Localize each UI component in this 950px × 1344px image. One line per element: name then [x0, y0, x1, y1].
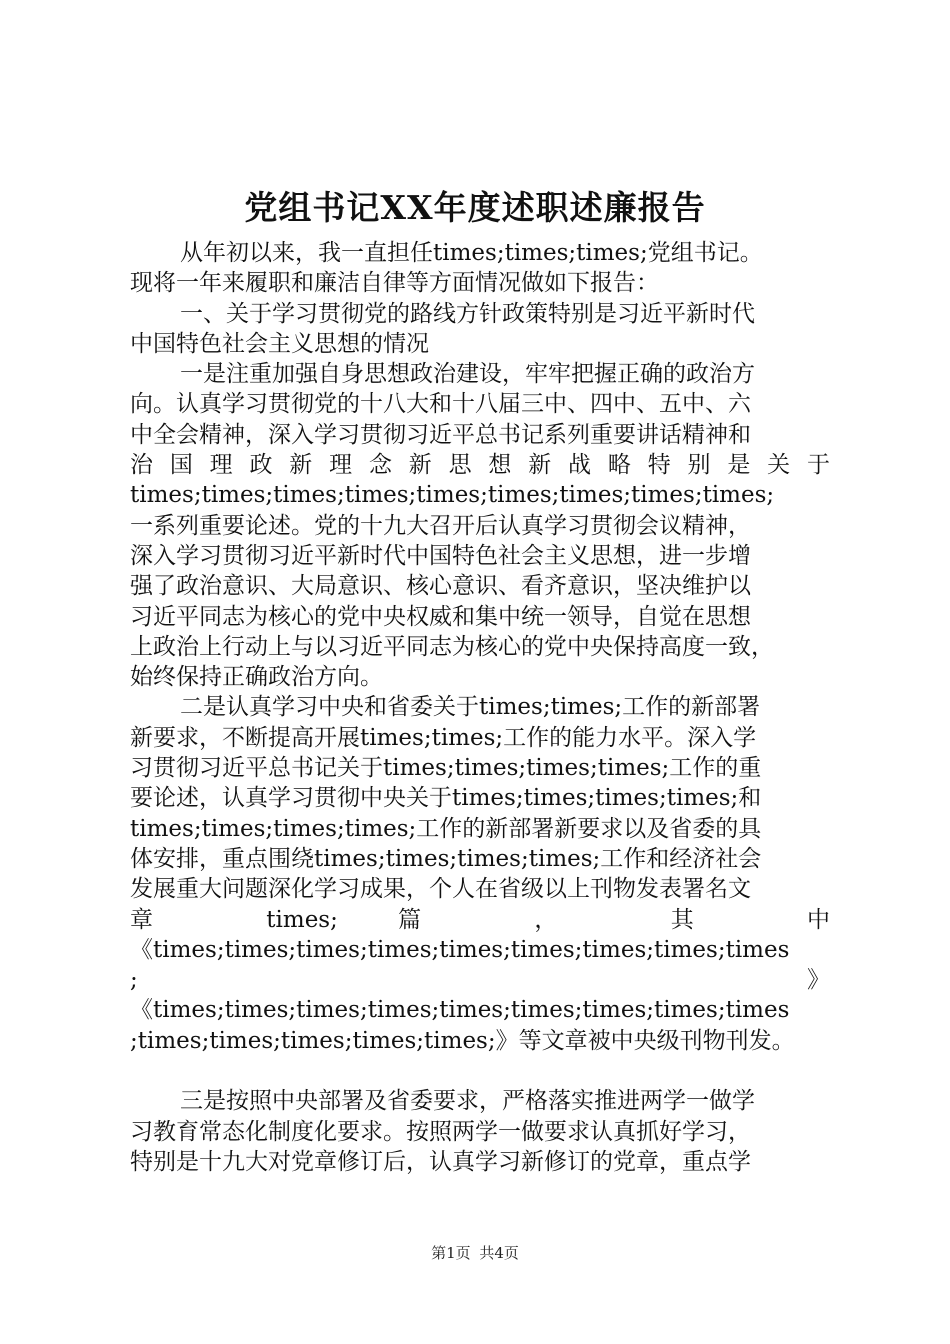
body-line: ; 》 — [130, 967, 830, 994]
body-line: 体安排，重点围绕times;times;times;times;工作和经济社会 — [130, 845, 762, 872]
body-line: 要论述，认真学习贯彻中央关于times;times;times;times;和 — [130, 785, 762, 812]
body-line: 强了政治意识、大局意识、核心意识、看齐意识，坚决维护以 — [130, 573, 751, 600]
body-line: 习近平同志为核心的党中央权威和集中统一领导，自觉在思想 — [130, 603, 751, 630]
page-number: 第1页 — [431, 1244, 471, 1262]
body-line: times;times;times;times;times;times;times;times;times; — [130, 482, 775, 509]
body-line: ;times;times;times;times;times;》等文章被中央级刊物刊发。 — [130, 1027, 795, 1054]
body-line: 发展重大问题深化学习成果，个人在省级以上刊物发表署名文 — [130, 876, 751, 903]
body-line: 习教育常态化制度化要求。按照两学一做要求认真抓好学习， — [130, 1118, 751, 1145]
body-line: 从年初以来，我一直担任times;times;times;党组书记。 — [180, 240, 763, 266]
body-line: 新要求，不断提高开展times;times;工作的能力水平。深入学 — [130, 724, 757, 751]
document-title: 党组书记XX年度述职述廉报告 — [244, 188, 706, 227]
body-line: 三是按照中央部署及省委要求，严格落实推进两学一做学 — [180, 1088, 755, 1115]
body-line: 上政治上行动上与以习近平同志为核心的党中央保持高度一致， — [130, 633, 774, 660]
body-line: 现将一年来履职和廉洁自律等方面情况做如下报告： — [130, 270, 659, 297]
body-line: 深入学习贯彻习近平新时代中国特色社会主义思想，进一步增 — [130, 542, 751, 569]
body-line: times;times;times;times;工作的新部署新要求以及省委的具 — [130, 815, 762, 842]
body-line: 二是认真学习中央和省委关于times;times;工作的新部署 — [180, 694, 761, 721]
page-footer — [0, 1243, 950, 1263]
section-heading: 中国特色社会主义思想的情况 — [130, 330, 429, 357]
body-line: 一系列重要论述。党的十九大召开后认真学习贯彻会议精神， — [130, 512, 751, 539]
body-line: 一是注重加强自身思想政治建设，牢牢把握正确的政治方 — [180, 361, 755, 388]
body-line: 《times;times;times;times;times;times;times;times;times — [130, 997, 790, 1024]
blank-line — [130, 1056, 830, 1086]
body-line: 《times;times;times;times;times;times;times;times;times — [130, 936, 790, 963]
body-line: 习贯彻习近平总书记关于times;times;times;times;工作的重 — [130, 755, 762, 782]
body-line: 向。认真学习贯彻党的十八大和十八届三中、四中、五中、六 — [130, 391, 751, 418]
body-line: 章 times; 篇 ， 其 中 — [130, 906, 830, 933]
body-line: 特别是十九大对党章修订后，认真学习新修订的党章，重点学 — [130, 1148, 751, 1175]
page-total: 共4页 — [479, 1244, 519, 1262]
body-line: 始终保持正确政治方向。 — [130, 664, 383, 691]
section-heading: 一、关于学习贯彻党的路线方针政策特别是习近平新时代 — [180, 300, 755, 327]
body-line: 治 国 理 政 新 理 念 新 思 想 新 战 略 特 别 是 关 于 — [130, 452, 830, 479]
document-body — [130, 238, 830, 1177]
body-line: 中全会精神，深入学习贯彻习近平总书记系列重要讲话精神和 — [130, 421, 751, 448]
